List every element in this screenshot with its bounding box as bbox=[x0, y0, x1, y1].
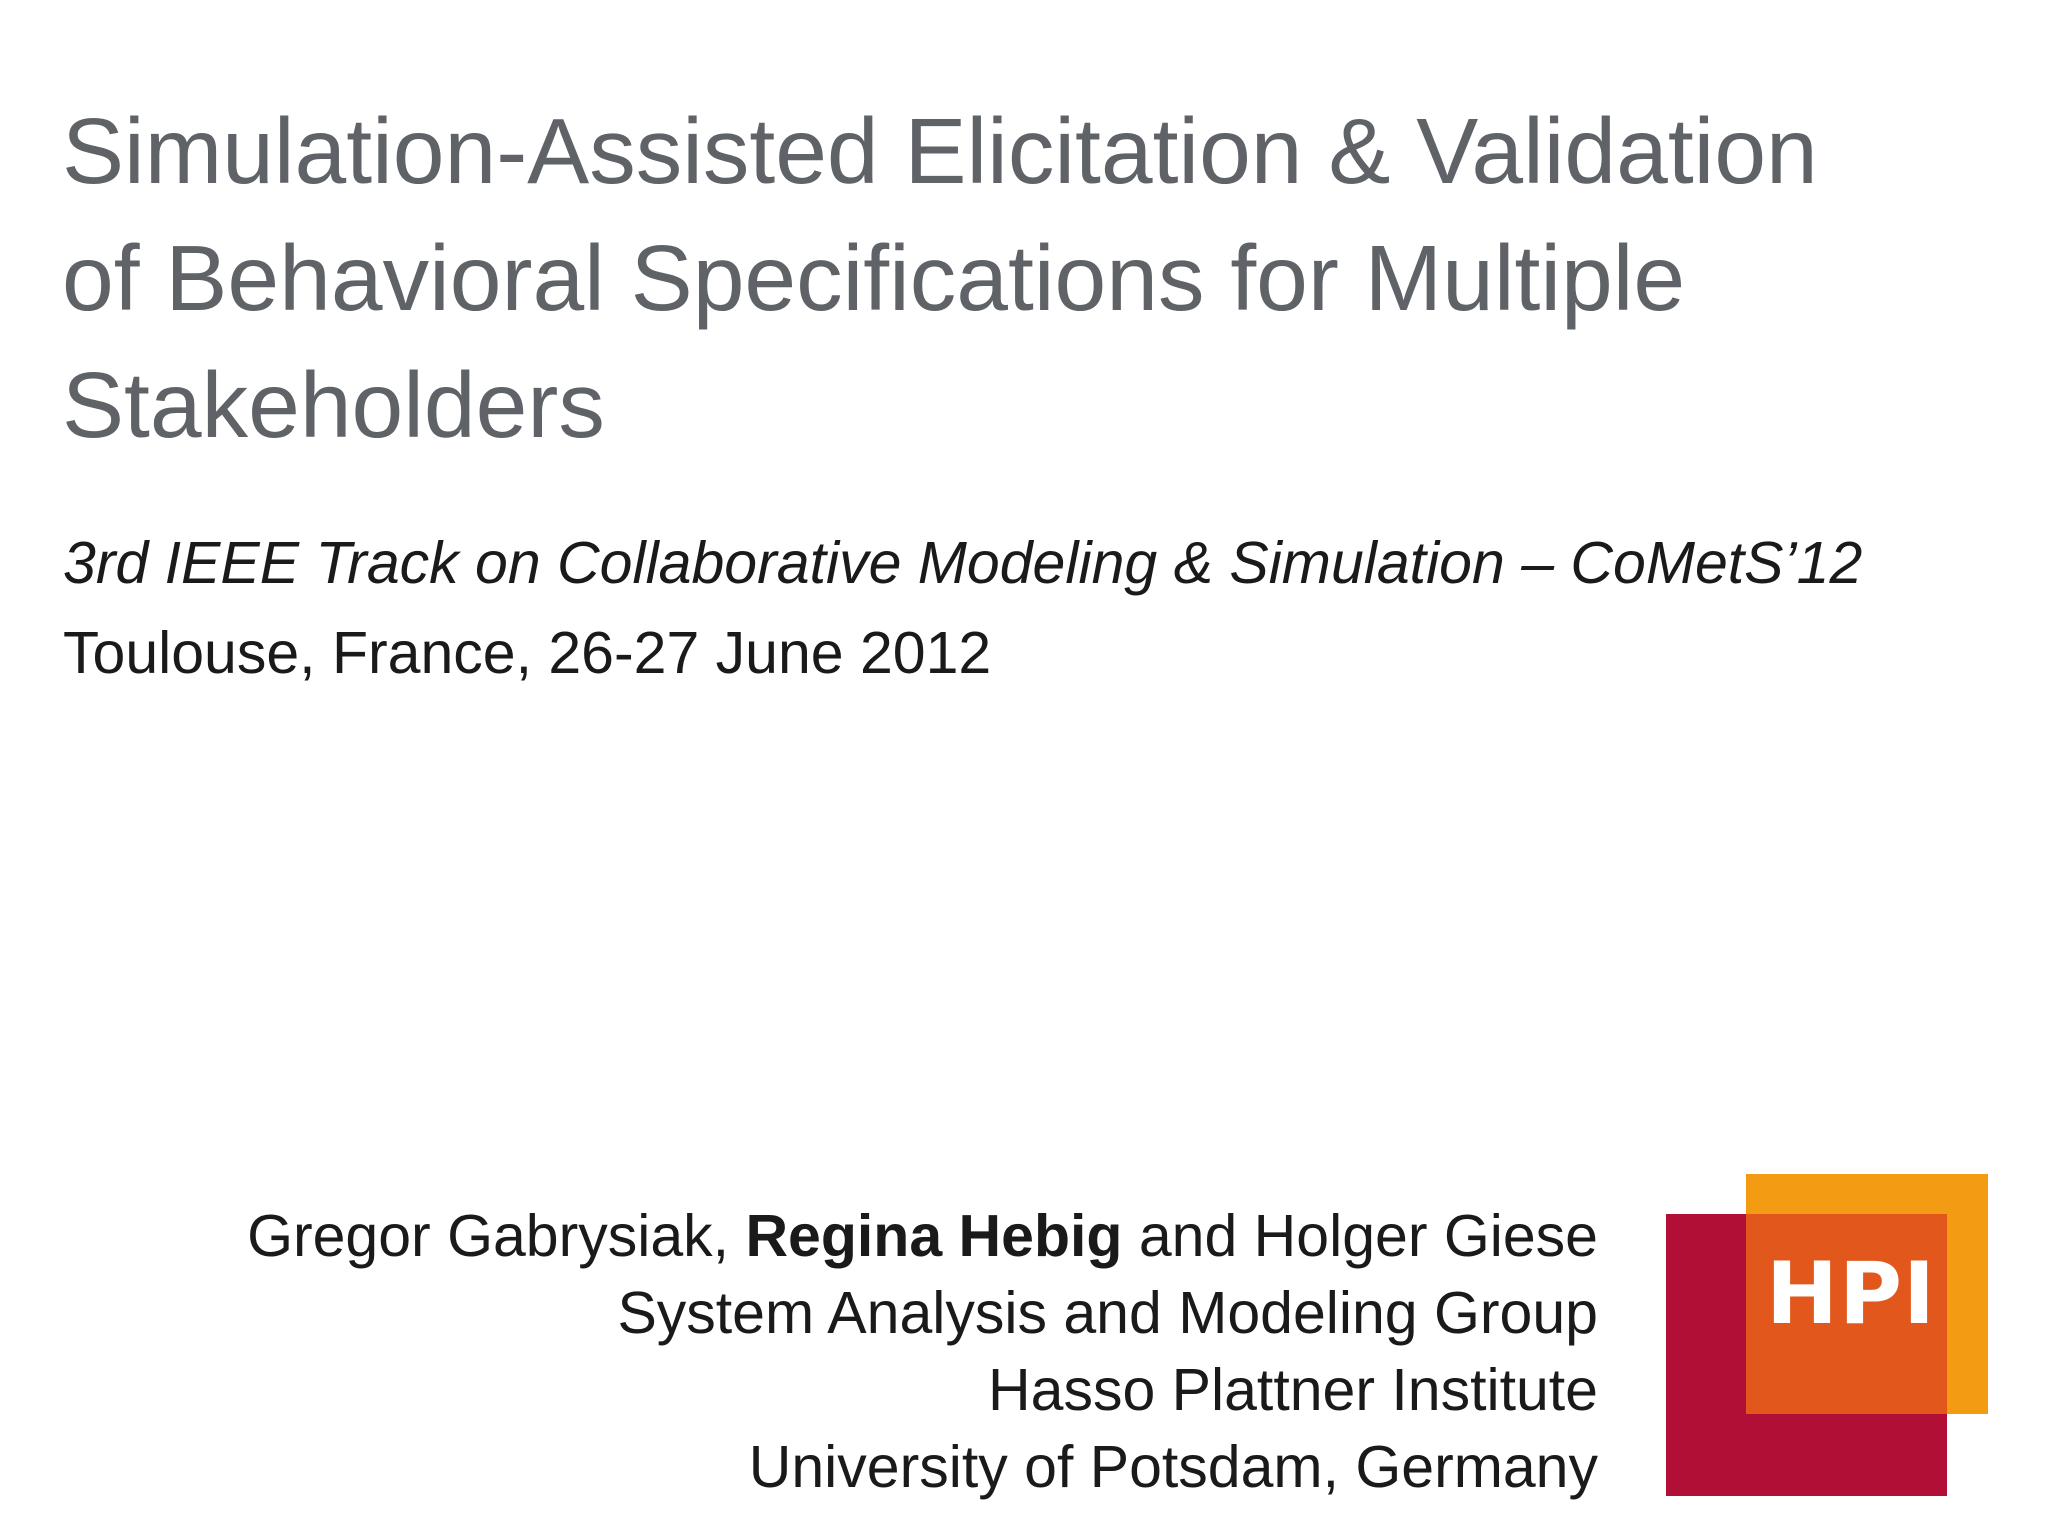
author-presenter: Regina Hebig bbox=[745, 1203, 1123, 1269]
author-first: Gregor Gabrysiak, bbox=[247, 1203, 746, 1269]
title-line-2: of Behavioral Specifications for Multiple bbox=[62, 226, 1686, 330]
affiliation-institute: Hasso Plattner Institute bbox=[988, 1357, 1598, 1423]
event-name: 3rd IEEE Track on Collaborative Modeling & Simulation – CoMetS’12 bbox=[63, 530, 1863, 596]
logo-text: HPI bbox=[1766, 1244, 1937, 1344]
presentation-title bbox=[62, 88, 2012, 469]
title-line-1: Simulation-Assisted Elicitation & Validation bbox=[62, 99, 1818, 203]
event-location-date: Toulouse, France, 26-27 June 2012 bbox=[63, 620, 992, 686]
affiliation-university: University of Potsdam, Germany bbox=[748, 1434, 1598, 1500]
author-rest: and Holger Giese bbox=[1122, 1203, 1598, 1269]
title-line-3: Stakeholders bbox=[62, 353, 605, 457]
hpi-logo bbox=[1666, 1174, 1988, 1496]
author-list bbox=[247, 1198, 1598, 1275]
affiliation-group: System Analysis and Modeling Group bbox=[617, 1280, 1598, 1346]
author-affiliation-block bbox=[247, 1198, 1598, 1506]
